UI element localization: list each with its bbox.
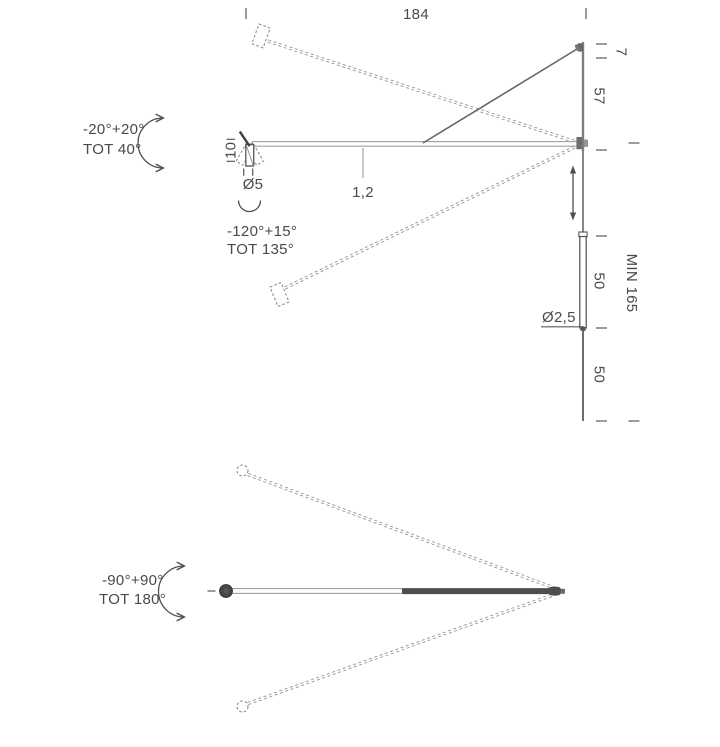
dim-rod-lower: [591, 366, 608, 421]
dim-head-diameter-label: Ø5: [242, 176, 264, 193]
side-view: [83, 6, 640, 421]
ghost-arm-down: [270, 146, 577, 306]
lamp-arm: [253, 142, 579, 147]
rod-tube: [580, 237, 586, 329]
dim-rod-diameter: [541, 309, 584, 327]
dim-head-diameter: [243, 169, 264, 194]
dim-rod-diameter-label: Ø2,5: [542, 309, 576, 326]
head-tilt-arc-icon: [239, 201, 261, 212]
dim-head-height: [223, 139, 240, 161]
head-tilt-range-label: -120°+15°: [227, 223, 298, 240]
head-tilt-annotation: [227, 201, 297, 259]
height-adjust-arrow-icon: [570, 166, 576, 221]
wall-pole: [575, 42, 588, 421]
ghost-arm-up: [252, 24, 576, 142]
ghost-head-circle-up-icon: [237, 465, 248, 476]
ghost-swivel-up: [237, 465, 557, 589]
dim-min-height-label: MIN 165: [623, 253, 640, 313]
dim-top-offset-label: 7: [612, 47, 630, 57]
lamp-head-top: [208, 585, 233, 598]
head-lever: [240, 132, 250, 147]
dim-span-label: 184: [403, 6, 429, 23]
lamp-arm-top: [232, 587, 565, 596]
swivel-annotation: [99, 566, 184, 617]
support-cable: [423, 48, 580, 144]
dim-rod-upper-label: 50: [590, 272, 608, 290]
dim-top-offset: [596, 44, 630, 58]
arm-tilt-annotation: [83, 118, 163, 168]
ghost-head-circle-down-icon: [237, 701, 248, 712]
dim-drop-label: 57: [590, 87, 608, 105]
dim-rod-upper: [591, 236, 608, 328]
ghost-head-up-icon: [252, 24, 270, 48]
dim-min-height: [623, 143, 640, 421]
ghost-swivel-down: [237, 594, 557, 713]
dim-arm-diameter: [352, 148, 374, 201]
dim-head-height-label: 10: [222, 141, 240, 159]
top-view: [99, 465, 565, 712]
head-tilt-total-label: TOT 135°: [227, 241, 295, 258]
dim-drop: [591, 87, 608, 150]
arm-pivot-bracket: [576, 137, 582, 149]
dim-rod-lower-label: 50: [590, 365, 608, 384]
dim-arm-diameter-label: 1,2: [352, 184, 374, 201]
lamp-head: [236, 132, 263, 166]
arm-tilt-range-label: -20°+20°: [83, 121, 145, 138]
dim-span: [246, 6, 586, 23]
wall-pivot-cap: [549, 587, 562, 596]
arm-tilt-total-label: TOT 40°: [83, 141, 142, 158]
swivel-range-label: -90°+90°: [102, 572, 164, 589]
swivel-total-label: TOT 180°: [99, 591, 167, 608]
